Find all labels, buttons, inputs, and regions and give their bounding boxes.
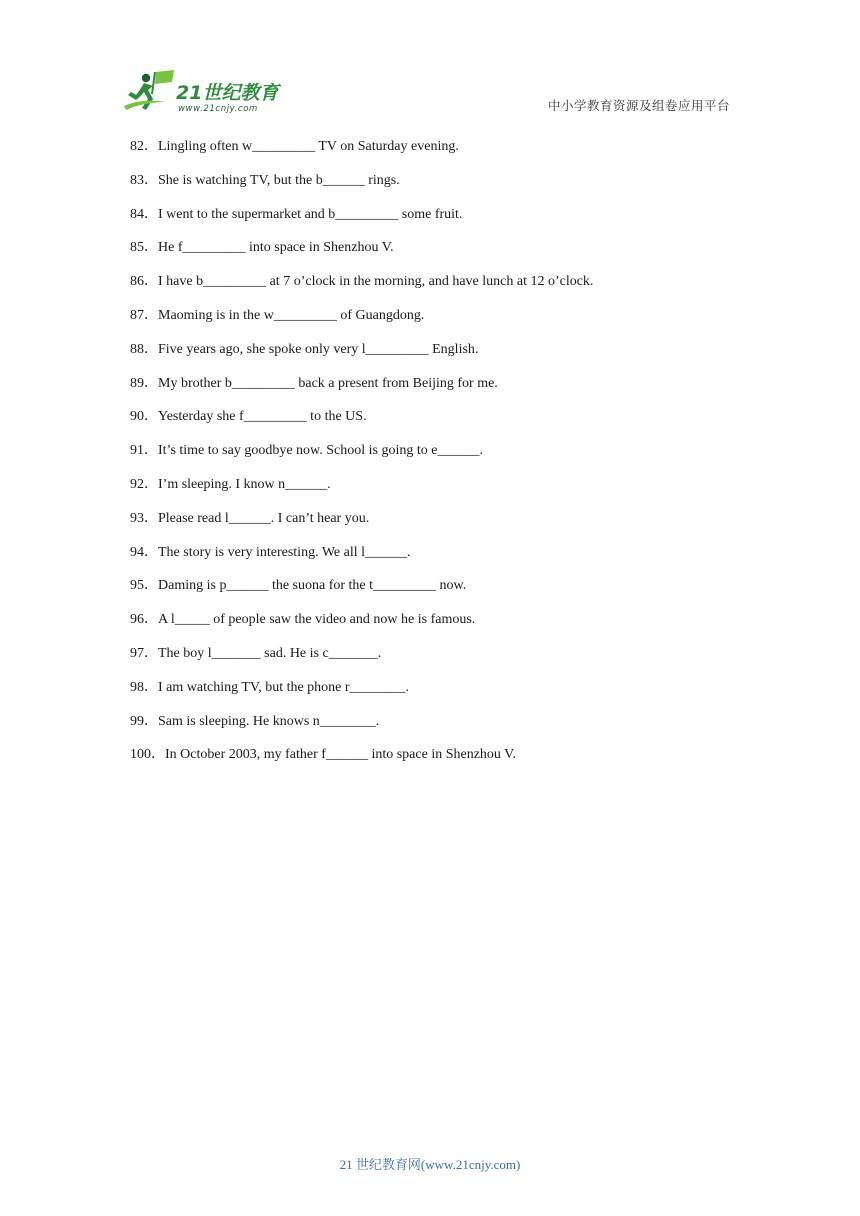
question-text: Please read l______. I can’t hear you.	[158, 510, 370, 526]
question-item	[130, 644, 750, 678]
question-item	[130, 543, 750, 577]
question-text: Lingling often w_________ TV on Saturday evening.	[158, 139, 459, 154]
question-text: Yesterday she f_________ to the US.	[158, 409, 367, 425]
question-number: 98．	[130, 679, 158, 695]
question-text: I am watching TV, but the phone r________.	[158, 679, 410, 695]
question-number: 82．	[130, 139, 158, 154]
site-tagline: 中小学教育资源及组卷应用平台	[547, 98, 730, 113]
question-item	[130, 509, 750, 543]
question-number: 95．	[130, 578, 158, 594]
question-number: 88．	[130, 341, 158, 357]
question-item	[130, 171, 750, 205]
question-number: 83．	[130, 172, 158, 188]
question-text: Five years ago, she spoke only very l_________ English.	[158, 341, 479, 357]
question-number: 92．	[130, 476, 158, 492]
question-text: In October 2003, my father f______ into space in Shenzhou V.	[165, 747, 516, 763]
page-header	[0, 0, 860, 120]
question-text: Sam is sleeping. He knows n________.	[158, 713, 380, 729]
question-text: I have b_________ at 7 o’clock in the morning, and have lunch at 12 o’clock.	[158, 274, 594, 290]
question-text: It’s time to say goodbye now. School is going to e______.	[158, 443, 483, 459]
question-text: My brother b_________ back a present from Beijing for me.	[158, 375, 498, 391]
question-number: 100．	[130, 747, 165, 763]
question-item	[130, 475, 750, 509]
question-item	[130, 238, 750, 272]
question-text: I’m sleeping. I know n______.	[158, 476, 331, 492]
logo-brand-text: 21世纪教育	[176, 82, 279, 104]
question-item	[130, 205, 750, 239]
question-number: 85．	[130, 240, 158, 256]
question-number: 91．	[130, 443, 158, 459]
question-number: 90．	[130, 409, 158, 425]
question-number: 97．	[130, 645, 158, 661]
logo-url-text: www.21cnjy.com	[178, 104, 258, 114]
question-text: I went to the supermarket and b_________ some fruit.	[158, 206, 463, 222]
question-text: He f_________ into space in Shenzhou V.	[158, 240, 394, 256]
running-man-flag-icon	[124, 70, 174, 110]
question-list	[130, 137, 750, 779]
question-item	[130, 272, 750, 306]
question-item	[130, 712, 750, 746]
question-item	[130, 374, 750, 408]
question-number: 86．	[130, 274, 158, 290]
header-divider	[122, 117, 730, 118]
question-number: 93．	[130, 510, 158, 526]
question-number: 94．	[130, 544, 158, 560]
question-text: Daming is p______ the suona for the t_________ now.	[158, 578, 467, 594]
question-number: 99．	[130, 713, 158, 729]
question-item	[130, 576, 750, 610]
question-text: The boy l_______ sad. He is c_______.	[158, 645, 382, 661]
question-text: A l_____ of people saw the video and now he is famous.	[158, 612, 476, 628]
question-text: Maoming is in the w_________ of Guangdong.	[158, 307, 425, 323]
question-number: 89．	[130, 375, 158, 391]
question-item	[130, 407, 750, 441]
page-footer: 21 世纪教育网(www.21cnjy.com)	[339, 1157, 521, 1172]
question-item	[130, 678, 750, 712]
question-number: 87．	[130, 307, 158, 323]
question-text: The story is very interesting. We all l______.	[158, 544, 411, 560]
question-item	[130, 441, 750, 475]
question-item	[130, 137, 750, 171]
question-item	[130, 340, 750, 374]
question-number: 84．	[130, 206, 158, 222]
question-number: 96．	[130, 612, 158, 628]
question-item	[130, 610, 750, 644]
site-logo	[122, 68, 292, 116]
question-item	[130, 745, 750, 779]
question-item	[130, 306, 750, 340]
question-text: She is watching TV, but the b______ rings.	[158, 172, 400, 188]
